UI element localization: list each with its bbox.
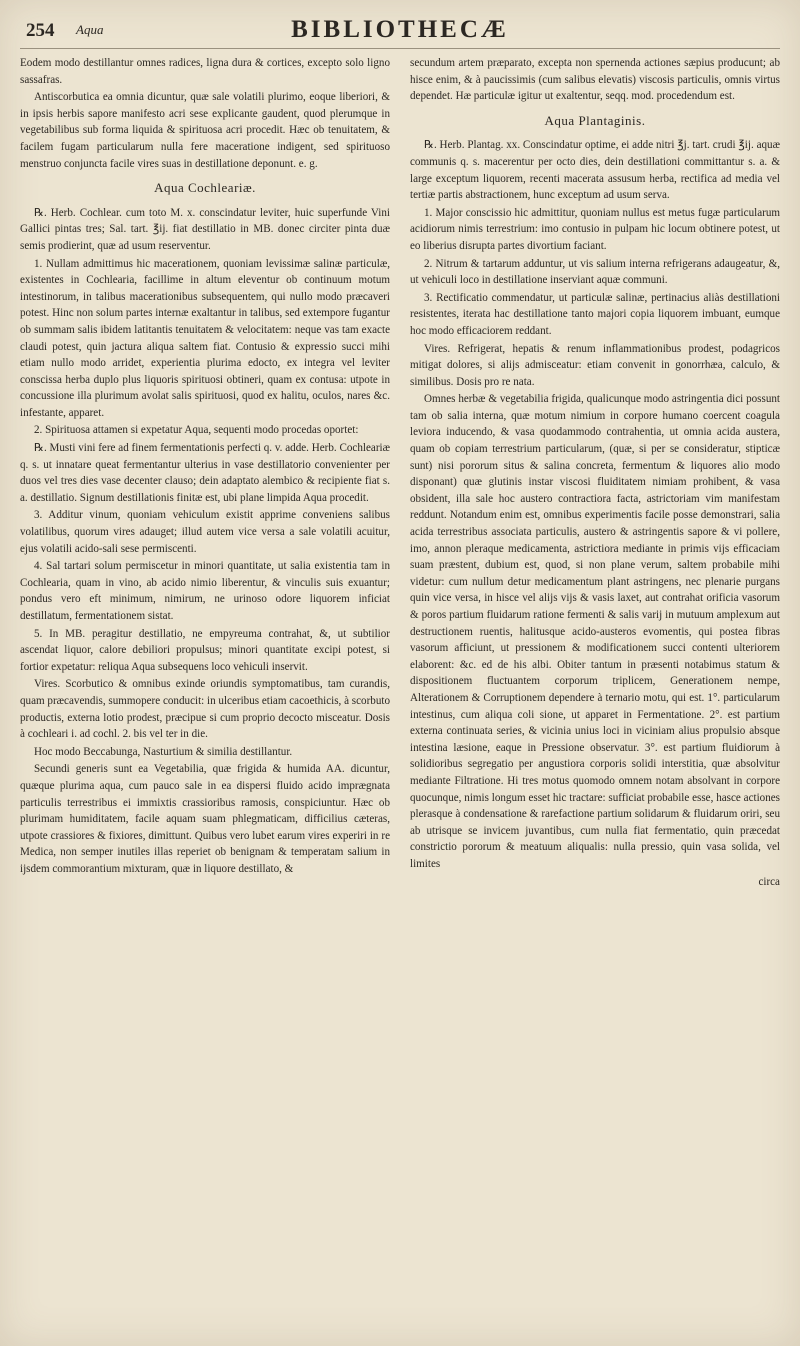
left-column bbox=[20, 55, 390, 891]
paragraph: Omnes herbæ & vegetabilia frigida, qualicunque modo astringentia dici possunt tam ob salia interna, quæ motum nimium in corpore humano coercent coagula leviora inducendo, & vasa quodammodo contrahentia, ut omnia acida austera, quam ob copiam terrestrium particularum, (quæ, si per se consideratur, stipticæ sunt) nisi pororum situs & salina concreta, fermentum & liquores alio modo disponant) quæ glutinis instar viscosi fluiditatem nimiam prohibent, & vasa obsident, illa sale hoc austero contractiora facta, astrictoriam vim manifestam reddunt. Notandum enim est, omnibus experimentis facile posse demonstrari, salia acida terrestribus associata particulis, austero & astringentis sapore & vi pollere, imo, annon pleraque medicamenta, astrictiora mediante in primis vijs efficaciam suam præstent, dubium est, quod, si non plane verum, saltem probabile mihi videtur: cum nullum detur medicamentum plant astringens, nec plenarie purgans quin vice versa, in hisce vel alijs vijs & vasis laxet, aut contrahat orificia vasorum & poros partium fluidarum ratione fermenti & salis varij in mutuum amplexum aut destructionem ruentis, halitusque acido-austeros evomentis, qui postea fibras vasorum afficiunt, ut pressionem & modificationem succi contenti ulteriorem elaborent: &c. ed de his albi. Obiter tantum in præsenti notabimus statum & dispositionem fluctuantem corporum triplicem, Generationem nempe, Alterationem & Corruptionem dependere à ternario motu, qui est. 1°. particularum intestinus, cum aliqua coli sione, ut apparet in Fermentatione. 2°. est partium externa continuata series, & vicinia unius loci in viciniam alius propulsio absque intestina læsione, eaque in Pressione observatur. 3°. est partium fluidiorum à solidioribus segregatio per angustiora corporis solidi interstitia, quæ absolvitur mediante Filtratione. Hi tres motus quomodo omnem notam absolvant in corpore quocunque, nimis longum esset hic tractare: sufficiat probabile esse, hasce actiones plerasque à condensatione & rarefactione partium solidarum & fluidarum oriri, seu ab utrisque se invicem juvantibus, cum nulla fiat fermentatio, quin præcedat constrictio pororum & meatuum aliqualis: nulla pressio, quin vasa solida, vel limites bbox=[410, 393, 780, 870]
text-columns bbox=[20, 55, 780, 891]
recipe: ℞. Herb. Plantag. xx. Conscindatur optime, ei adde nitri ℥j. tart. crudi ℥ij. aquæ communis q. s. macerentur per octo dies, dein destillationi committantur s. a. & large exceptum liquorem, recenti macerata assusum herba, rectifica ad media vel tertiæ partis abstractionem, hunc exceptum ad usum serva. bbox=[410, 139, 780, 202]
numbered-note: 5. In MB. peragitur destillatio, ne empyreuma contrahat, &, ut subtilior ascendat liquor, calore debiliori propulsus; minori quantitate excipi potest, si fortior expetatur: reliqua Aqua subsequens loco vehiculi inservit. bbox=[20, 627, 390, 673]
vires-paragraph: Vires. Scorbutico & omnibus exinde oriundis symptomatibus, tam curandis, quam præcavendis, summopere conducit: in ulceribus etiam cacoethicis, à scorbuto productis, externa lotio prodest, præcipue si cum proprio decocto misceatur. Dosis à cochleari i. ad cochl. 2. bis vel ter in die. bbox=[20, 678, 390, 741]
header-ornament: Aqua bbox=[76, 22, 104, 37]
numbered-note: 1. Nullam admittimus hic macerationem, quoniam levissimæ salinæ particulæ, existentes in Cochlearia, facillime in altum eleventur ob continuum motum intestinorum, in talibus macerationibus subsequentem, qui nullo modo præcaveri potest. Hinc non solum partes internæ exaltantur in talibus, sed extempore fugantur ob summam salis ibidem latitantis tenuitatem & velocitatem: neque vas tam exacte claudi potest, quin jactura aliqua saltem fiat. Contusio & expressio succi mihi etiam nullo modo arridet, experientia plurima edocto, ex integra vel leviter conscissa herba duplo plus liquoris spirituosi obtineri, quam ex contusa: utpote in concussione illa plurimum avolat salis spirituosi, quod ex halitu, oculos, nares &c. infestante, apparet. bbox=[20, 257, 390, 419]
paragraph: Hoc modo Beccabunga, Nasturtium & similia destillantur. bbox=[34, 745, 293, 758]
paragraph: secundum artem præparato, excepta non spernenda actiones sæpius producunt; ab hisce enim, & à paucissimis (cum salibus elevatis) viscosis particulis, omnis virtus dependet. Hæ particulæ igitur ut exaltentur, seqq. mod. procedendum est. bbox=[410, 57, 780, 103]
section-heading: Aqua Plantaginis. bbox=[544, 112, 646, 128]
paragraph: Secundi generis sunt ea Vegetabilia, quæ frigida & humida AA. dicuntur, quæque plurima aqua, cum pauco sale in ea dispersi fluido acido imprægnata particulis terrestribus ei immixtis crassioribus ramosis, conspiciuntur. Hæc ob plurimam humiditatem, facile aquam suam phlegmaticam, difficilius cæteras, utpote crassiores & fixiores, dimittunt. Quibus vero lubet earum vires experiri in re Medica, non semper inutiles illas reperiet ob benignam & temperatam salium in ijsdem commorantium mixturam, quæ in liquore destillato, & bbox=[20, 763, 390, 875]
numbered-note: 2. Spirituosa attamen si expetatur Aqua, sequenti modo procedas oportet: bbox=[34, 424, 359, 437]
running-title: BIBLIOTHECÆ bbox=[291, 16, 509, 43]
section-heading: Aqua Cochleariæ. bbox=[154, 180, 256, 196]
page-header bbox=[20, 14, 780, 49]
vires-paragraph: Vires. Refrigerat, hepatis & renum inflammationibus prodest, podagricos mitigat dolores, si alijs admisceatur: etiam convenit in gonorrhæa, calculo, & similibus. Dosis pro re nata. bbox=[410, 342, 780, 388]
numbered-note: 3. Additur vinum, quoniam vehiculum existit apprime conveniens salibus volatilibus, quorum vires adauget; illud autem vice versa a sale volatili acuitur, ejus volatili acido-sali sese permiscenti. bbox=[20, 509, 390, 555]
numbered-note: 1. Major conscissio hic admittitur, quoniam nullus est metus fugæ particularum acidiorum nimis terrestrium: imo contusio in pulpam hic locum obtinere potest, ut eo liberius disrupta partes divortium faciant. bbox=[410, 206, 780, 252]
numbered-note: 4. Sal tartari solum permiscetur in minori quantitate, ut salia existentia tam in Cochlearia, quam in vino, ab acido nimio liberentur, & vinculis suis exuantur; pondus vero eft minimum, nimirum, ne urinoso odore liquorem inficiat destillatum, fermentationem sistat. bbox=[20, 560, 390, 622]
numbered-note: 3. Rectificatio commendatur, ut particulæ salinæ, pertinacius aliàs destillationi resistentes, iterata hac destillatione tanto majori copia liquorem imbuant, eumque hoc modo efficaciorem reddant. bbox=[410, 291, 780, 337]
page-number: 254 bbox=[26, 20, 55, 41]
numbered-note: 2. Nitrum & tartarum adduntur, ut vis salium interna refrigerans adaugeatur, &, ut vehiculi loco in destillatione inserviant aquæ communi. bbox=[410, 257, 780, 287]
paragraph: Antiscorbutica ea omnia dicuntur, quæ sale volatili plurimo, eoque liberiori, & in ipsis herbis sapore manifesto acri sese explicante gaudent, quod plerumque in vegetabilibus sub forma liquida & spirituosa acri procedit. Hæc ob tenuitatem, & facilem fugam particularum nulla fere maceratione indigent, sed spirituoso menstruo conjuncta facile vires suas in destillatione deponunt. e. g. bbox=[20, 91, 390, 170]
recipe: ℞. Herb. Cochlear. cum toto M. x. conscindatur leviter, huic superfunde Vini Gallici pintas tres; Sal. tart. ℥ij. fiat destillatio in MB. donec circiter pinta duæ semis prodierint, quæ ad usum reserventur. bbox=[20, 206, 390, 252]
right-column bbox=[410, 55, 780, 891]
catchword: circa bbox=[758, 875, 780, 888]
paragraph: Eodem modo destillantur omnes radices, ligna dura & cortices, excepto solo ligno sassafras. bbox=[20, 57, 390, 86]
recipe: ℞. Musti vini fere ad finem fermentationis perfecti q. v. adde. Herb. Cochleariæ q. s. ut innatare queat fermentantur ulterius in vase destillatorio convenienter per duos vel tres dies vase decenter clauso; dein adaptato alembico & recipiente fiat s. a. destillatio. Signum destillationis finitæ est, ubi plane limpida Aqua procedit. bbox=[20, 442, 390, 504]
